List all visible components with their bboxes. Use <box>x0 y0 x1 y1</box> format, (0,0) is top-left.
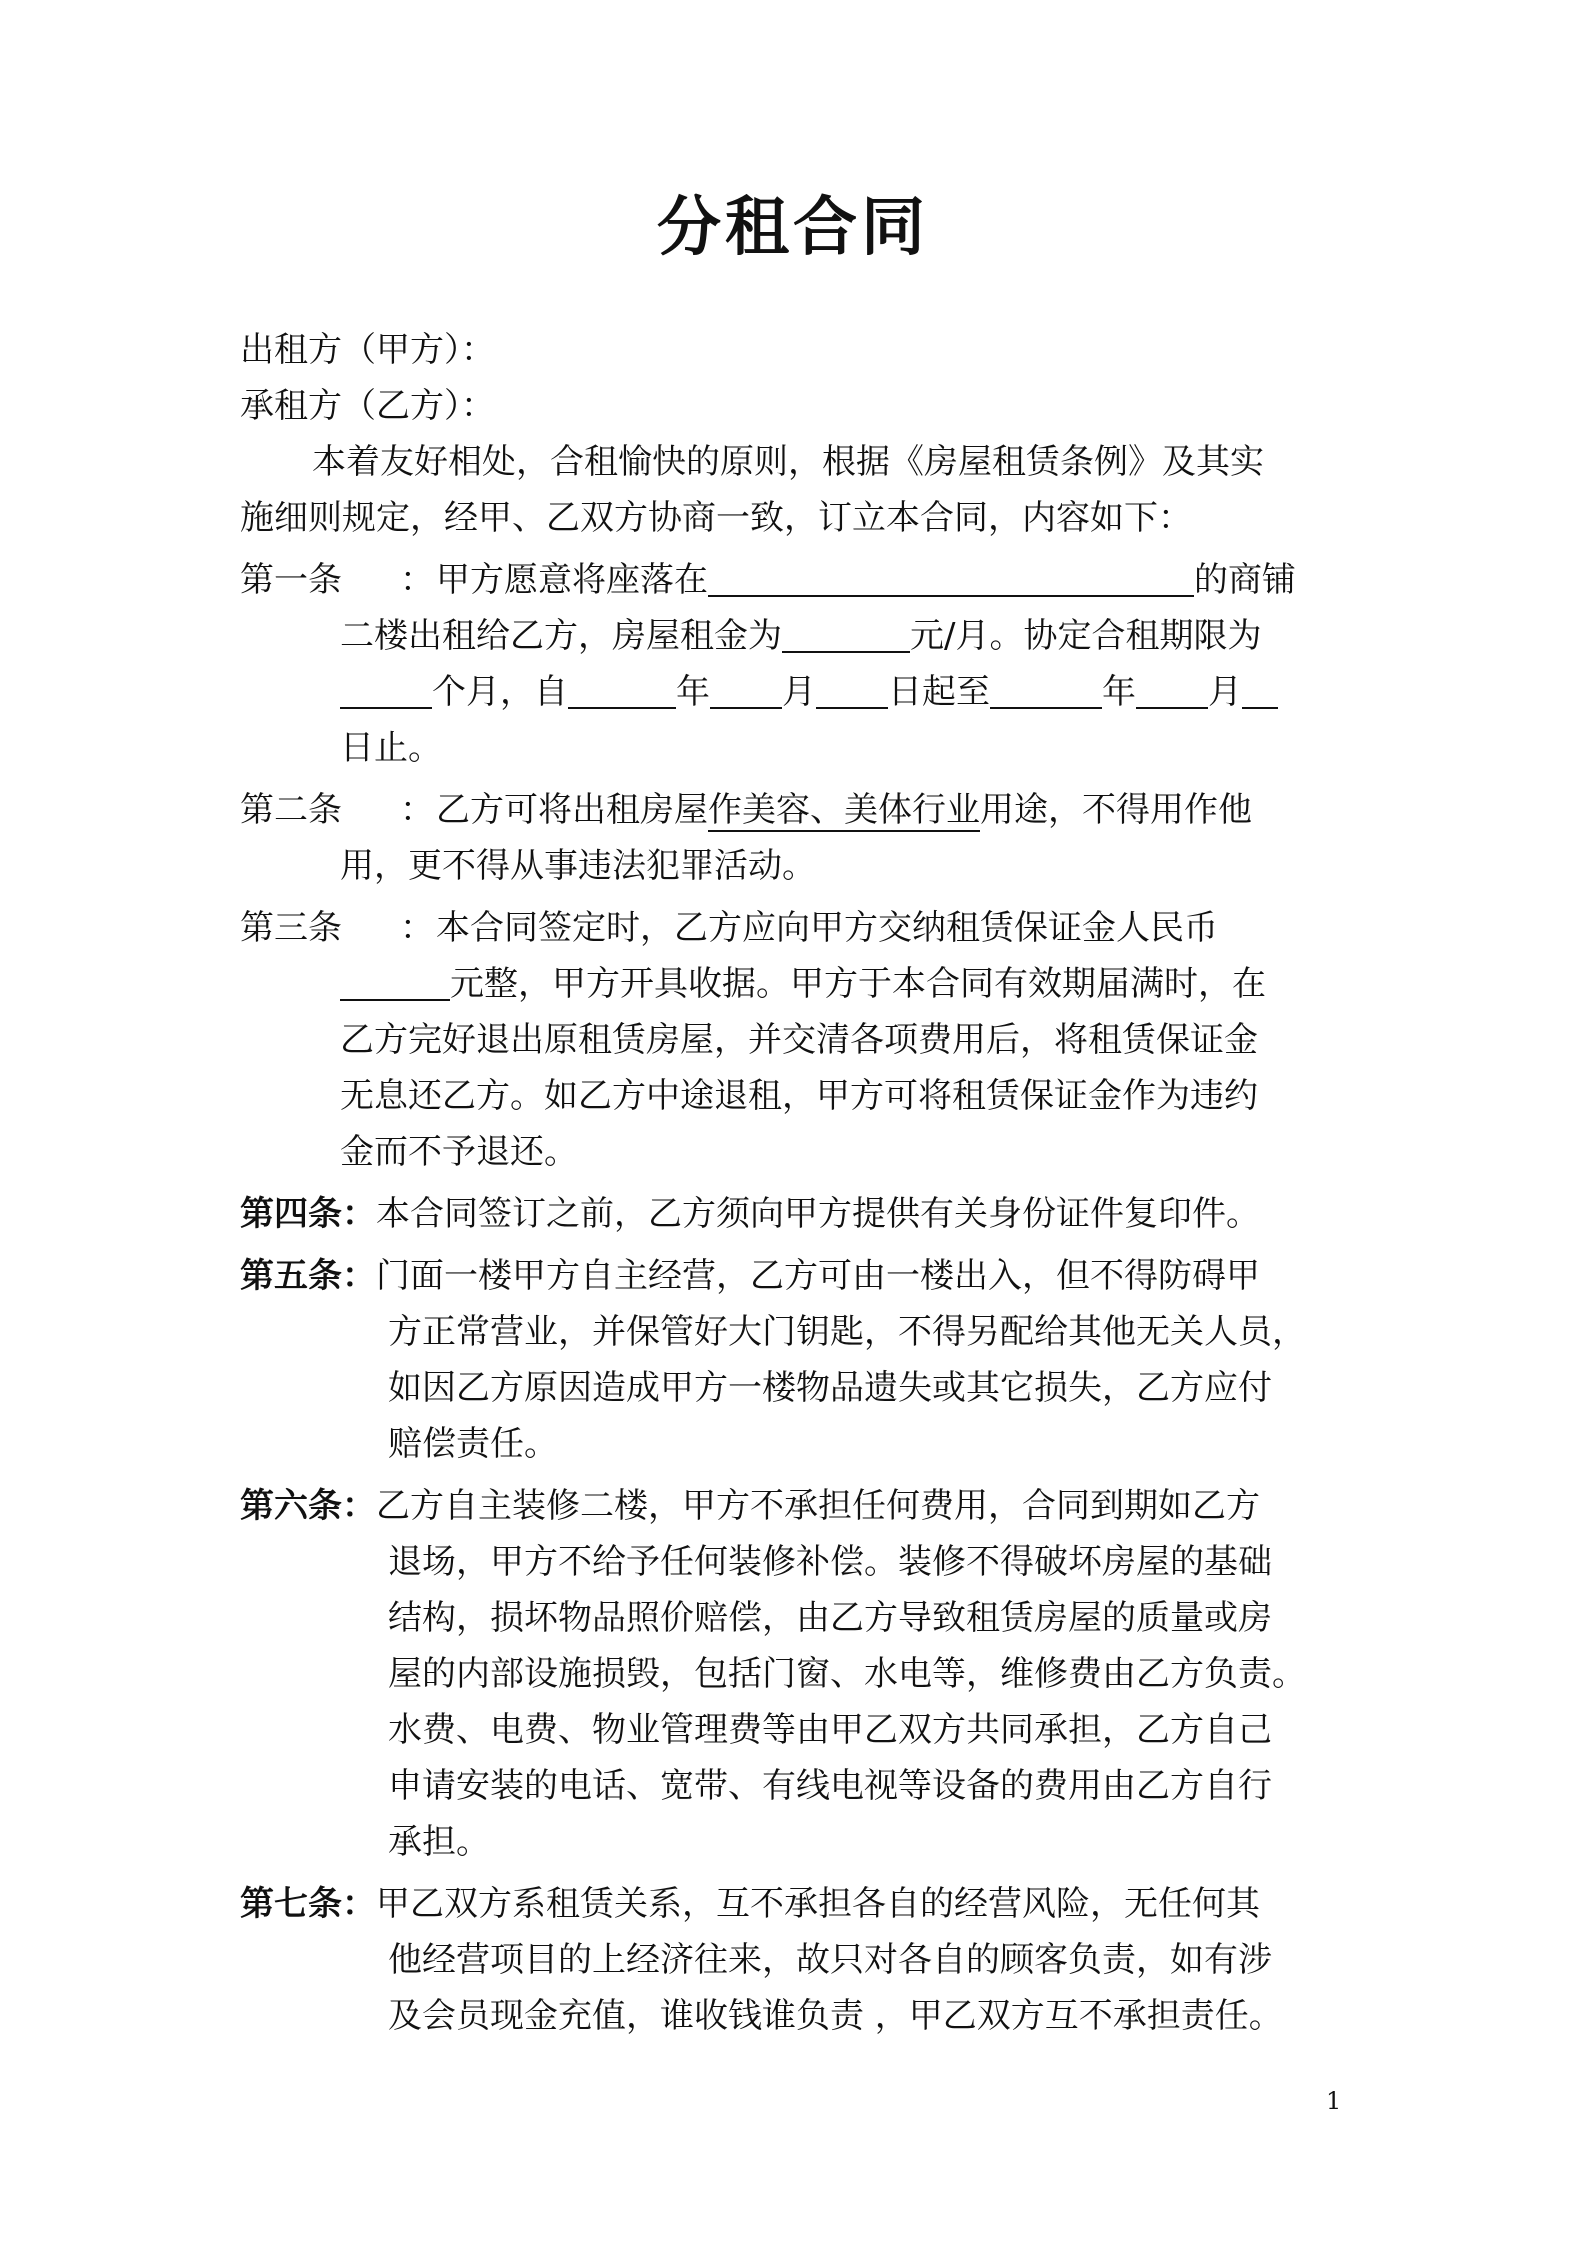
start-month-label: 月 <box>782 672 816 712</box>
start-year-label: 年 <box>676 672 710 712</box>
end-year-blank <box>990 667 1102 709</box>
article-1-line-1 <box>240 552 1350 608</box>
lessor-line <box>240 322 1350 378</box>
article-4-text-1: 本合同签订之前，乙方须向甲方提供有关身份证件复印件。 <box>376 1194 1260 1234</box>
article-3-line-3: 乙方完好退出原租赁房屋，并交清各项费用后，将租赁保证金 <box>340 1020 1258 1060</box>
article-1-line-4: 日止。 <box>340 728 442 768</box>
lessee-line <box>240 378 1350 434</box>
article-2-line-2: 用，更不得从事违法犯罪活动。 <box>340 846 816 886</box>
deposit-blank <box>340 959 450 1001</box>
article-1-text-5: 个月，自 <box>432 672 568 712</box>
article-6-line-1 <box>240 1478 1350 1534</box>
article-6-line-4: 屋的内部设施损毁，包括门窗、水电等，维修费由乙方负责。 <box>388 1654 1306 1694</box>
article-7-line-1 <box>240 1876 1350 1932</box>
article-6-line-6: 申请安装的电话、宽带、有线电视等设备的费用由乙方自行 <box>388 1766 1272 1806</box>
start-day-label: 日起至 <box>888 672 990 712</box>
page-title: 分租合同 <box>657 191 929 265</box>
article-6-line-2: 退场，甲方不给予任何装修补偿。装修不得破坏房屋的基础 <box>388 1542 1272 1582</box>
article-2-line-1 <box>240 782 1350 838</box>
article-1-text-3: 二楼出租给乙方，房屋租金为 <box>340 616 782 656</box>
end-year-label: 年 <box>1102 672 1136 712</box>
article-5-line-2: 方正常营业，并保管好大门钥匙，不得另配给其他无关人员， <box>388 1312 1306 1352</box>
end-month-blank <box>1136 667 1208 709</box>
article-6-text-1: 乙方自主装修二楼，甲方不承担任何费用，合同到期如乙方 <box>376 1486 1260 1526</box>
article-4-line-1 <box>240 1186 1350 1242</box>
article-7-label: 第七条： <box>240 1884 376 1924</box>
article-7-line-3: 及会员现金充值，谁收钱谁负责 ，甲乙双方互不承担责任。 <box>388 1996 1283 2036</box>
article-2-text-1: 乙方可将出租房屋 <box>436 790 708 830</box>
end-day-blank <box>1242 667 1278 709</box>
preamble-line-1: 本着友好相处，合租愉快的原则，根据《房屋租赁条例》及其实 <box>312 442 1264 482</box>
usage-underlined: 作美容、美体行业 <box>708 790 980 830</box>
article-7-text-1: 甲乙双方系租赁关系，互不承担各自的经营风险，无任何其 <box>376 1884 1260 1924</box>
article-3-line-5: 金而不予退还。 <box>340 1132 578 1172</box>
preamble-line-2: 施细则规定，经甲、乙双方协商一致，订立本合同，内容如下： <box>240 498 1192 538</box>
article-1-text-4: 元/月。协定合租期限为 <box>910 616 1262 656</box>
article-7-line-2: 他经营项目的上经济往来，故只对各自的顾客负责，如有涉 <box>388 1940 1272 1980</box>
article-3-colon: ： <box>400 908 434 948</box>
location-blank <box>708 555 1194 597</box>
lessor-label: 出租方（甲方）： <box>240 330 495 370</box>
article-3-line-2 <box>240 956 1350 1012</box>
article-6-line-7: 承担。 <box>388 1822 490 1862</box>
article-3-text-1: 本合同签定时，乙方应向甲方交纳租赁保证金人民币 <box>436 908 1218 948</box>
article-5-line-3: 如因乙方原因造成甲方一楼物品遗失或其它损失，乙方应付 <box>388 1368 1272 1408</box>
lessee-label: 承租方（乙方）： <box>240 386 495 426</box>
page-number: 1 <box>1326 2087 1342 2115</box>
article-5-text-1: 门面一楼甲方自主经营，乙方可由一楼出入，但不得防碍甲 <box>376 1256 1260 1296</box>
article-3-line-1 <box>240 900 1350 956</box>
article-6-label: 第六条： <box>240 1486 376 1526</box>
start-year-blank <box>568 667 676 709</box>
article-3-text-2: 元整，甲方开具收据。甲方于本合同有效期届满时，在 <box>450 964 1266 1004</box>
start-month-blank <box>710 667 782 709</box>
article-1-line-3 <box>240 664 1350 720</box>
article-5-line-4: 赔偿责任。 <box>388 1424 558 1464</box>
article-3-label: 第三条 <box>240 908 342 948</box>
article-2-label: 第二条 <box>240 790 342 830</box>
article-1-line-2 <box>240 608 1350 664</box>
rent-blank <box>782 611 910 653</box>
article-6-line-5: 水费、电费、物业管理费等由甲乙双方共同承担，乙方自己 <box>388 1710 1272 1750</box>
article-6-line-3: 结构，损坏物品照价赔偿，由乙方导致租赁房屋的质量或房 <box>388 1598 1272 1638</box>
article-2-colon: ： <box>400 790 434 830</box>
start-day-blank <box>816 667 888 709</box>
article-1-colon: ： <box>400 560 434 600</box>
months-blank <box>340 667 432 709</box>
article-2-text-3: 用途，不得用作他 <box>980 790 1252 830</box>
article-4-label: 第四条： <box>240 1194 376 1234</box>
article-5-line-1 <box>240 1248 1350 1304</box>
article-1-text-2: 的商铺 <box>1194 560 1296 600</box>
end-month-label: 月 <box>1208 672 1242 712</box>
contract-body <box>240 322 1350 2044</box>
article-5-label: 第五条： <box>240 1256 376 1296</box>
article-1-text-1: 甲方愿意将座落在 <box>436 560 708 600</box>
article-1-label: 第一条 <box>240 560 342 600</box>
article-3-line-4: 无息还乙方。如乙方中途退租，甲方可将租赁保证金作为违约 <box>340 1076 1258 1116</box>
